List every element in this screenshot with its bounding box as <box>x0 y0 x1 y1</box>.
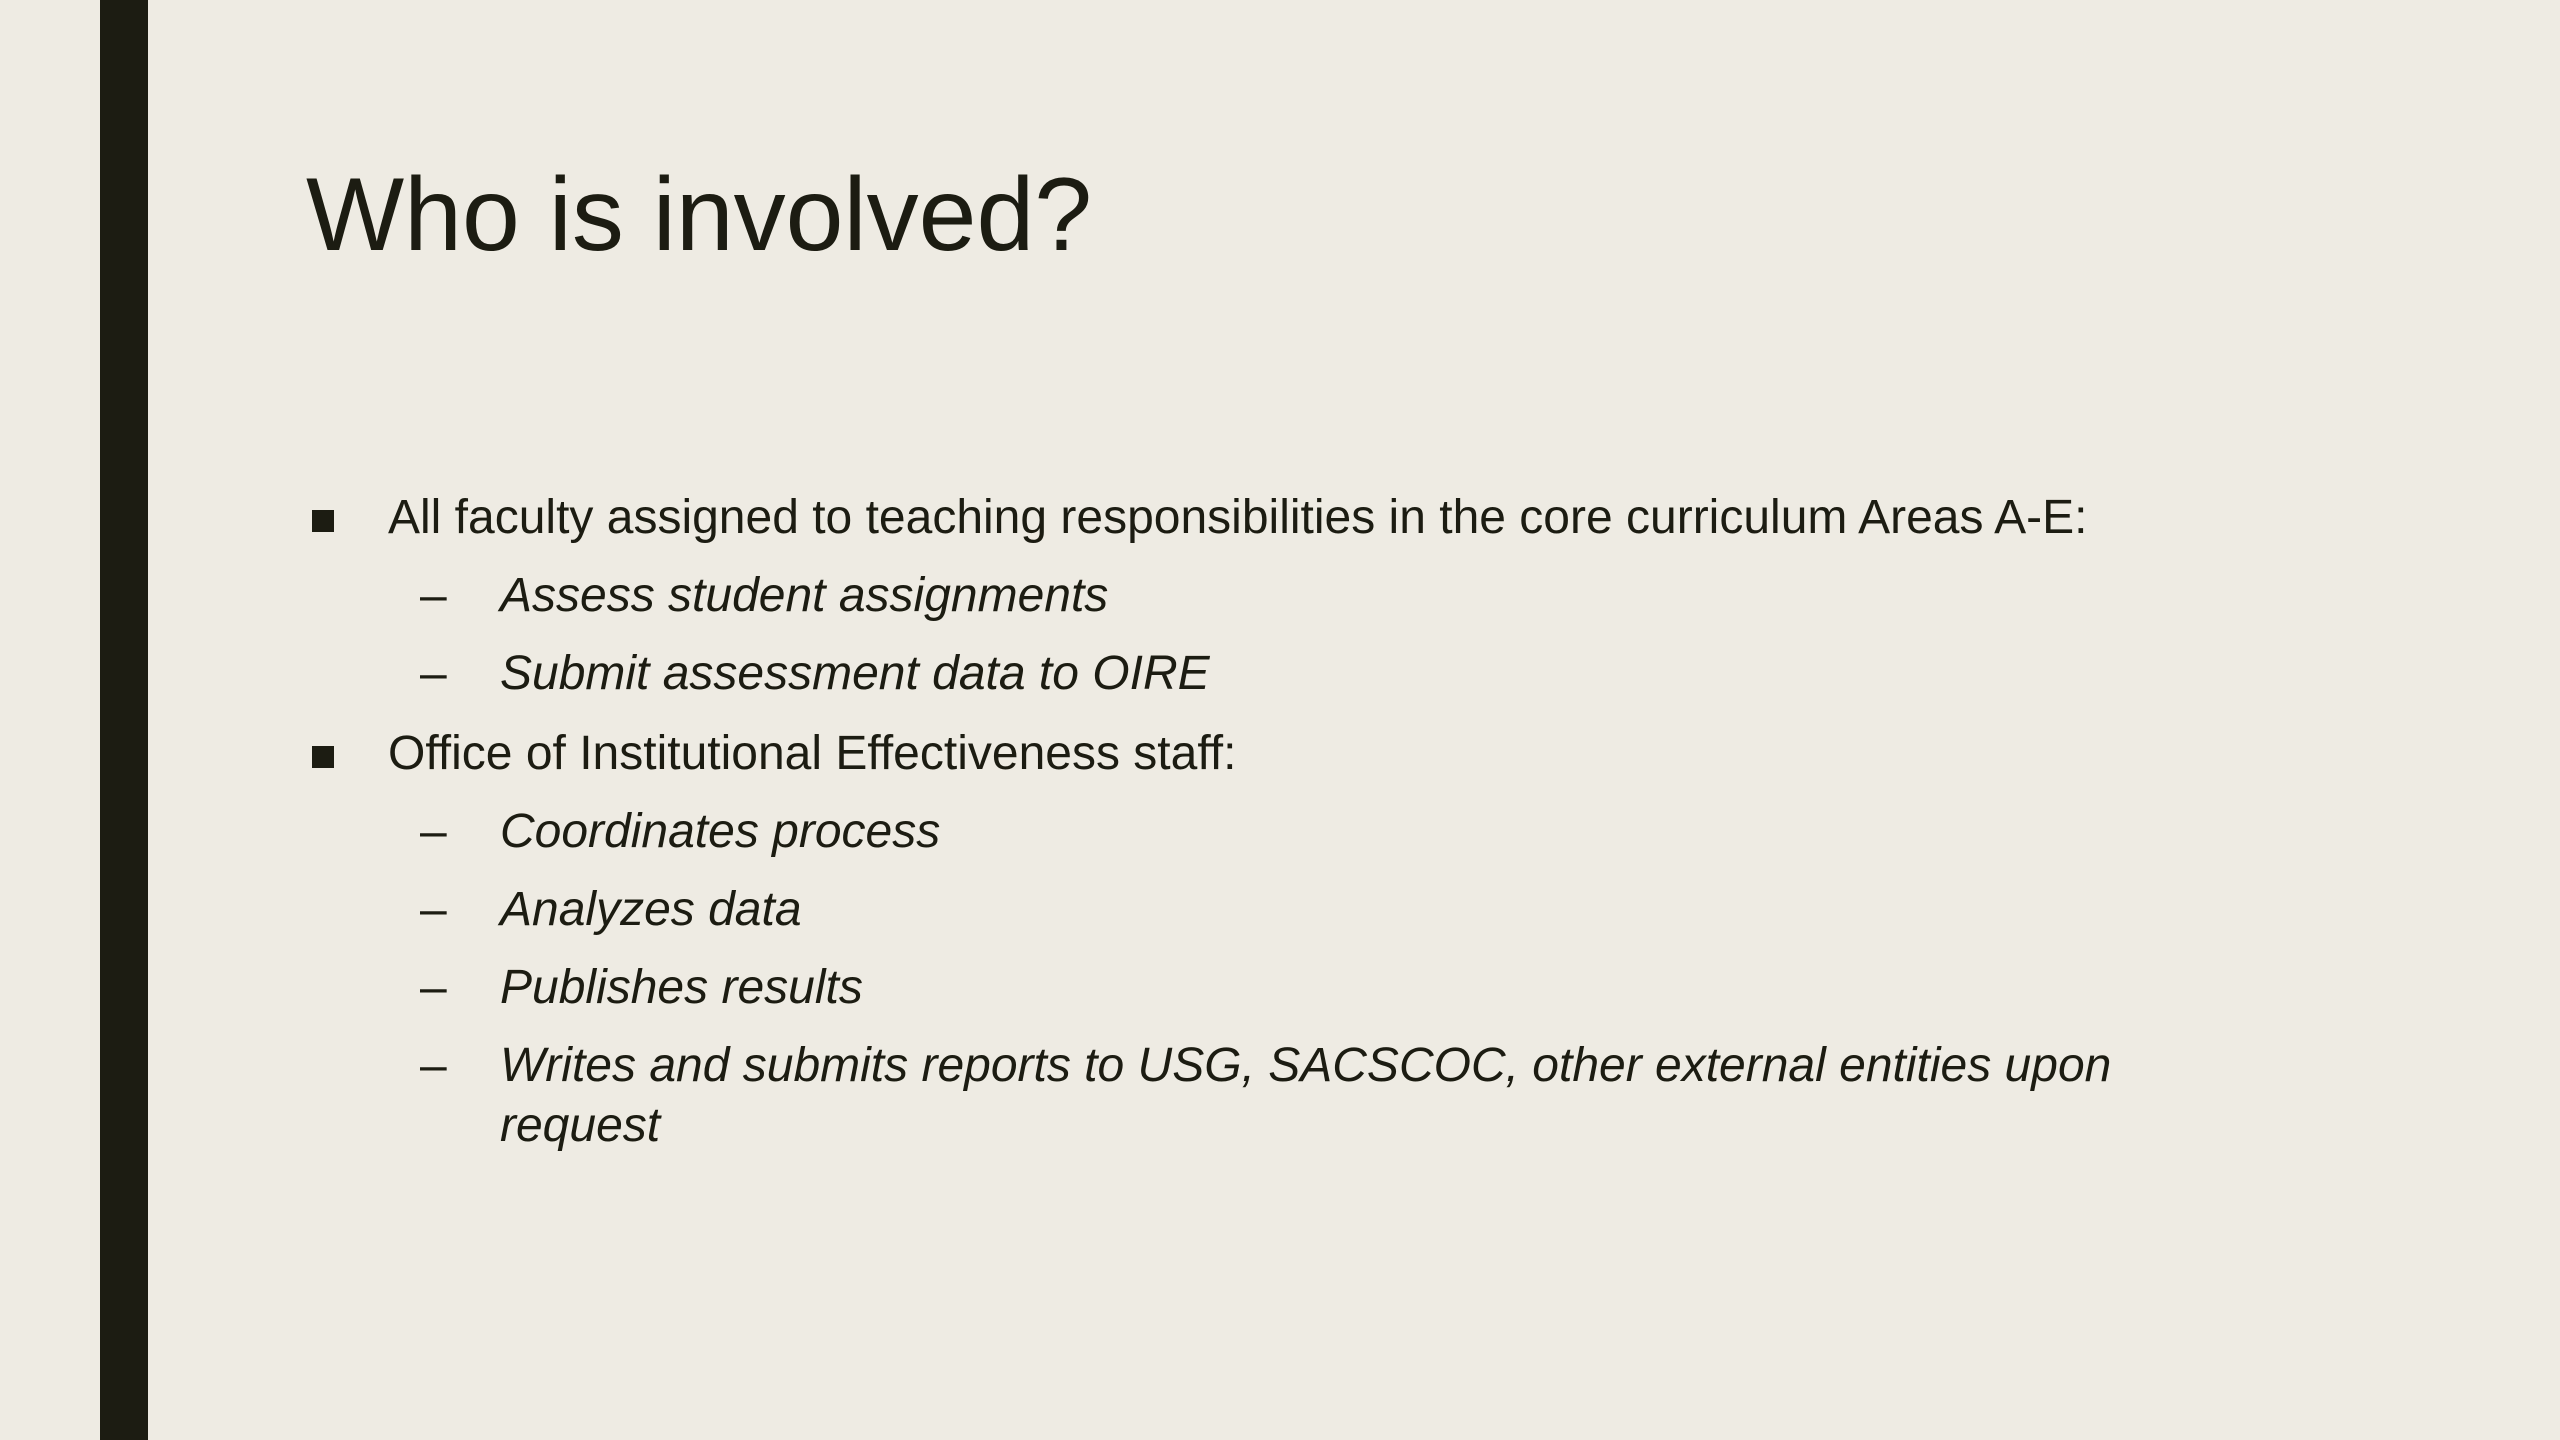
sub-item <box>306 802 2266 862</box>
square-bullet-icon <box>312 510 334 532</box>
bullet-text: Office of Institutional Effectiveness staff: <box>388 727 1237 780</box>
sub-item <box>306 566 2266 626</box>
bullet-oie-staff <box>306 724 2266 784</box>
bullet-faculty <box>306 488 2266 548</box>
slide-title: Who is involved? <box>306 157 1093 273</box>
sub-item-text: Assess student assignments <box>500 569 1109 622</box>
square-bullet-icon <box>312 746 334 768</box>
dash-bullet-icon: – <box>420 569 447 622</box>
sub-item-text: Submit assessment data to OIRE <box>500 647 1210 700</box>
bullet-text: All faculty assigned to teaching responsibilities in the core curriculum Areas A-E: <box>388 491 2088 544</box>
dash-bullet-icon: – <box>420 647 447 700</box>
sub-item-text: Publishes results <box>500 961 863 1014</box>
dash-bullet-icon: – <box>420 961 447 1014</box>
sublist-oie-staff <box>306 802 2266 1156</box>
sublist-faculty <box>306 566 2266 704</box>
dash-bullet-icon: – <box>420 1039 447 1092</box>
sub-item-text: Writes and submits reports to USG, SACSCOC, other external entities upon request <box>500 1039 2112 1152</box>
dash-bullet-icon: – <box>420 883 447 936</box>
sub-item-text: Coordinates process <box>500 805 941 858</box>
sub-item <box>306 644 2266 704</box>
slide-content <box>306 488 2266 1176</box>
side-accent-bar <box>100 0 148 1440</box>
sub-item-text: Analyzes data <box>500 883 802 936</box>
sub-item <box>306 1036 2266 1156</box>
sub-item <box>306 958 2266 1018</box>
sub-item <box>306 880 2266 940</box>
dash-bullet-icon: – <box>420 805 447 858</box>
